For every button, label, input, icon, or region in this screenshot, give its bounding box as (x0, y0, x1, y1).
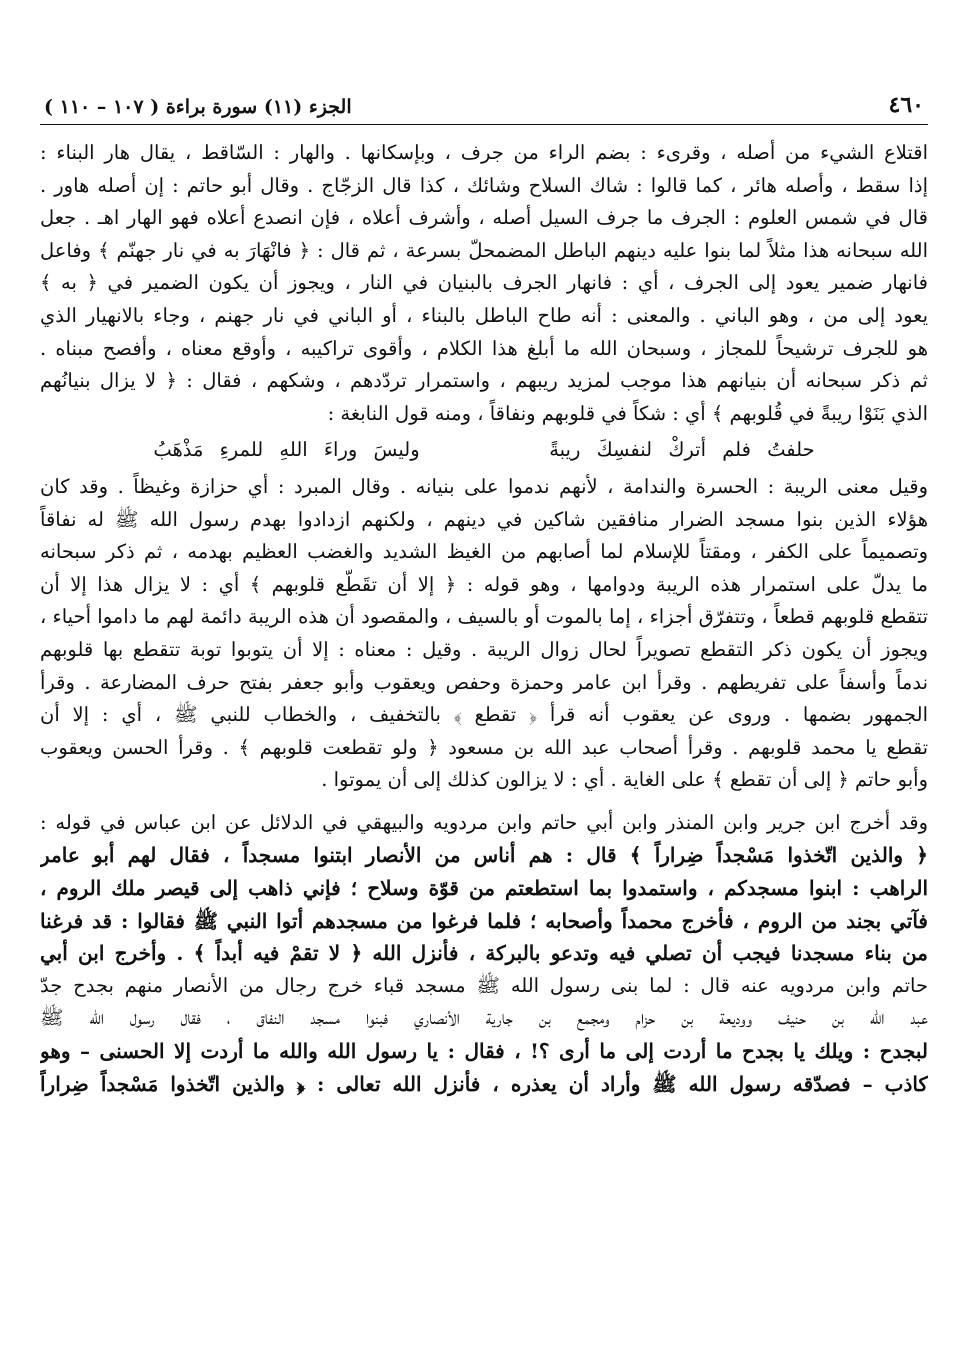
text-line: الله سبحانه هذا مثلاً لما بنوا عليه دينهم الباطل المضمحلّ بسرعة ، ثم قال : ﴿ فانْهَارَ به في نار جهنّم ﴾ وفاعل (40, 238, 928, 262)
paragraph-gap (40, 797, 928, 807)
text-line: هؤلاء الذين بنوا مسجد الضرار منافقين شاكين في دينهم ، ولكنهم ازدادوا بهدم رسول الله ﷺ له نفاقاً (40, 507, 928, 531)
text-line: هو للجرف ترشيحاً للمجاز ، وسبحان الله ما أبلغ هذا الكلام ، وأقوى تراكيبه ، وأوقع معناه ، وأفصح مبناه . (40, 336, 928, 360)
verse-second-hemistich: وليسَ وراءَ اللهِ للمرءِ مَذْهَبُ (153, 438, 420, 462)
text-line: ﴿ والذين اتّخذوا مَسْجداً ضِراراً ﴾ قال : هم أناس من الأنصار ابتنوا مسجداً ، فقال لهم أبو عامر (40, 843, 928, 868)
text-line: وتصميماً على الكفر ، ومقتاً للإسلام لما أصابهم من الغيظ الشديد والغضب العظيم بهدمه ، ثم ذكر سبحانه (40, 540, 928, 564)
text-line: ندماً وأسفاً على تفريطهم . وقرأ ابن عامر وحمزة وحفص ويعقوب وأبو جعفر بفتح حرف المضارعة . وقرأ (40, 670, 928, 694)
text-line: الراهب : ابنوا مسجدكم ، واستمدوا بما استطعتم من قوّة وسلاح ؛ فإني ذاهب إلى قيصر ملك الروم ، (40, 876, 928, 901)
text-line: وقد أخرج ابن جرير وابن المنذر وابن أبي حاتم وابن مردويه والبيهقي في الدلائل عن ابن عباس في قوله : (40, 810, 928, 834)
text-line: ويجوز أن يكون ذكر التقطع تصويراً لحال زوال الريبة . وقيل : معناه : إلا أن يتوبوا توبة تتقطع بها قلوبهم (40, 637, 928, 661)
text-line: حاتم وابن مردويه عنه قال : لما بنى رسول الله ﷺ مسجد قباء خرج رجال من الأنصار منهم بجدح جدّ (40, 973, 928, 997)
text-line: الجمهور بضمها . وروى عن يعقوب أنه قرأ ﴿ تقطع ﴾ بالتخفيف ، والخطاب للنبي ﷺ ، أي : إلا أن (40, 703, 928, 727)
text-line: ما يدلّ على استمرار هذه الريبة ودوامها ، وهو قوله : ﴿ إلا أن تقَطّع قلوبهم ﴾ أي : لا يزال هذا إلا أن (40, 572, 928, 596)
page-header (40, 88, 928, 125)
text-line: وقيل معنى الريبة : الحسرة والندامة ، لأنهم ندموا على بنيانه . وقال المبرد : أي حزازة وغيظاً . وقد كان (40, 474, 928, 498)
verse-first-hemistich: حلفتُ فلم أتركْ لنفسِكَ ريبةً (549, 438, 815, 462)
text-line: لبجدح : ويلك يا بجدح ما أردت إلى ما أرى ؟! ، فقال : يا رسول الله والله ما أردت إلا الحسنى – وهو (40, 1039, 928, 1064)
page-number: ٤٦٠ (888, 92, 924, 118)
text-line: قال في شمس العلوم : الجرف ما جرف السيل أصله ، وأشرف أعلاه ، فإن انصدع أعلاه فهو الهار اهـ . جعل (40, 206, 928, 230)
page (40, 88, 928, 1100)
text-line: تقطع يا محمد قلوبهم . وقرأ أصحاب عبد الله بن مسعود ﴿ ولو تقطعت قلوبهم ﴾ . وقرأ الحسن ويعقوب (40, 735, 928, 759)
text-line: فانهار ضمير يعود إلى الجرف ، أي : فانهار الجرف بالبنيان في النار ، ويجوز أن يكون الضمير في ﴿ به ﴾ (40, 271, 928, 295)
text-line: من بناء مسجدنا فيجب أن تصلي فيه وتدعو بالبركة ، فأنزل الله ﴿ لا تقمْ فيه أبداً ﴾ . وأخرج ابن أبي (40, 941, 928, 966)
text-line: يعود إلى من ، وهو الباني . والمعنى : أنه طاح الباطل بالبناء ، أو الباني في نار جهنم ، وجاء بالانهيار الذي (40, 303, 928, 327)
text-line: الذي بَنَوْا ريبةً في قُلوبهم ﴾ أي : شكاً في قلوبهم ونفاقاً ، ومنه قول النابغة : (327, 401, 928, 425)
text-line: إذا سقط ، وأصله هائر ، كما قالوا : شاك السلاح وشائك ، كذا قال الزجّاج . وقال أبو حاتم : إن أصله هاور . (40, 173, 928, 197)
text-line: تتقطع قلوبهم قطعاً ، وتتفرّق أجزاء ، إما بالموت أو بالسيف ، والمقصود أن هذه الريبة دائمة لهم ما داموا أحياء ، (40, 605, 928, 629)
running-title: الجزء (١١) سورة براءة ( ١٠٧ – ١١٠ ) (44, 96, 352, 118)
poetry-verse (40, 434, 928, 467)
body-text (40, 137, 928, 1100)
text-line: وأبو حاتم ﴿ إلى أن تقطع ﴾ على الغاية . أي : لا يزالون كذلك إلى أن يموتوا . (321, 768, 928, 792)
text-line: ثم ذكر سبحانه أن بنيانهم هذا موجب لمزيد ريبهم ، واستمرار تردّدهم ، وشكهم ، فقال : ﴿ لا يزال بنيانُهم (40, 369, 928, 393)
text-line: فآتي بجند من الروم ، فأخرج محمداً وأصحابه ؛ فلما فرغوا من مسجدهم أتوا النبي ﷺ فقالوا : قد فرغنا (40, 908, 928, 933)
text-line: كاذب – فصدّقه رسول الله ﷺ وأراد أن يعذره ، فأنزل الله تعالى : ﴿ والذين اتّخذوا مَسْجداً ضِراراً (40, 1071, 928, 1096)
text-line: عبد الله بن حنيف ووديعة بن حزام ومجمع بن جارية الأنصاري فبنوا مسجد النفاق ، فقال رسول الله ﷺ (40, 1006, 928, 1030)
text-line: اقتلاع الشيء من أصله ، وقرىء : بضم الراء من جرف ، وبإسكانها . والهار : السّاقط ، يقال هار البناء : (40, 141, 928, 164)
